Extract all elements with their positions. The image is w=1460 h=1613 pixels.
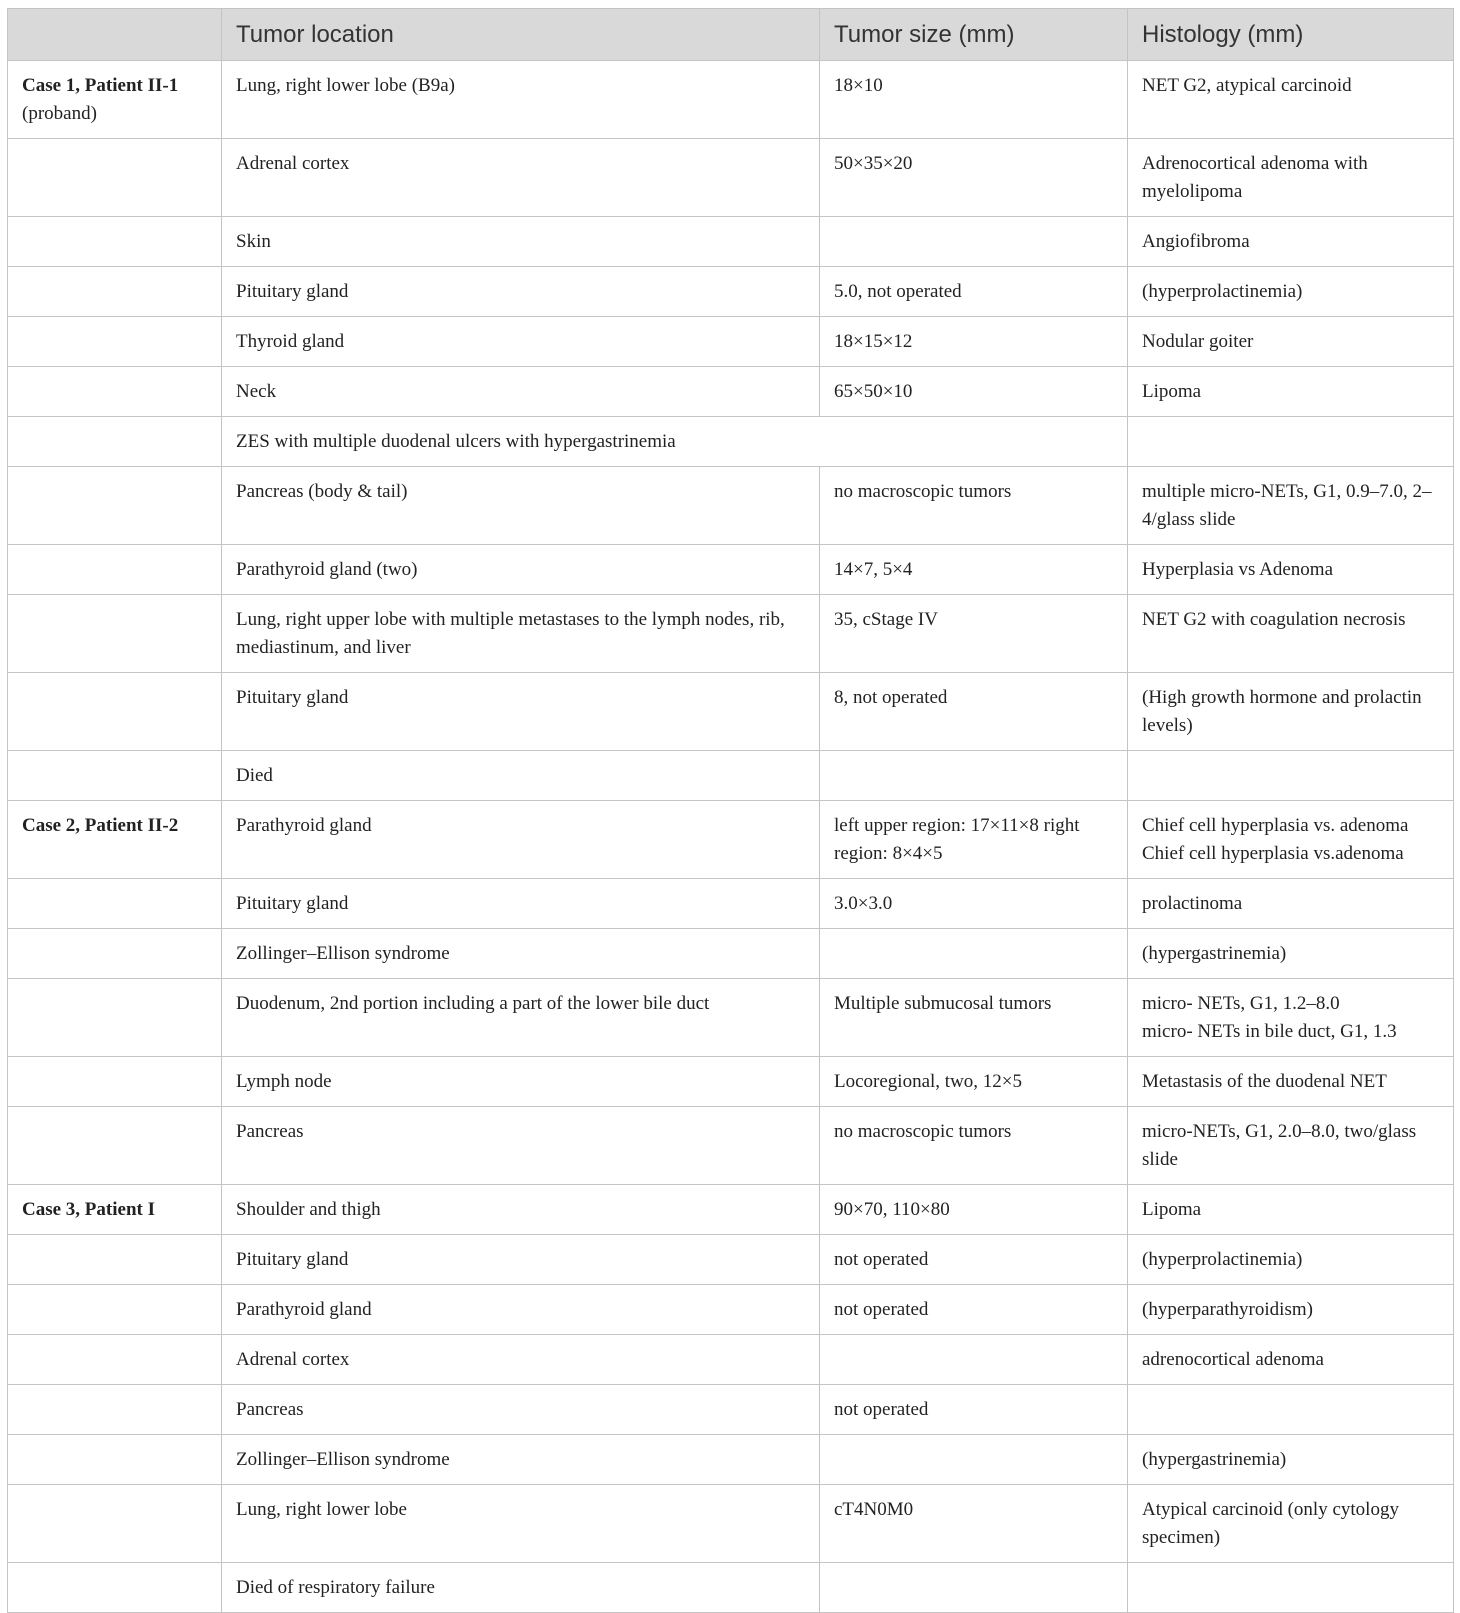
histology-cell: micro- NETs, G1, 1.2–8.0 micro- NETs in bile duct, G1, 1.3: [1128, 979, 1454, 1057]
tumor-size-cell: 35, cStage IV: [820, 595, 1128, 673]
case-cell: [8, 879, 222, 929]
case-cell: [8, 1107, 222, 1185]
table-row: [8, 1185, 1454, 1235]
tumor-size-cell: Multiple submucosal tumors: [820, 979, 1128, 1057]
tumor-size-cell: 18×15×12: [820, 317, 1128, 367]
case-cell: [8, 367, 222, 417]
table-row: [8, 1285, 1454, 1335]
histology-cell: Adrenocortical adenoma with myelolipoma: [1128, 139, 1454, 217]
table-row: [8, 1435, 1454, 1485]
table-row: [8, 317, 1454, 367]
case-cell: [8, 1385, 222, 1435]
case-note: (proband): [22, 103, 97, 124]
tumor-size-cell: 3.0×3.0: [820, 879, 1128, 929]
tumor-size-cell: [820, 929, 1128, 979]
histology-cell: [1128, 1385, 1454, 1435]
table-row: [8, 879, 1454, 929]
case-cell: [8, 1185, 222, 1235]
case-label: Case 3, Patient I: [22, 1199, 155, 1220]
tumor-location-cell: Lymph node: [222, 1057, 820, 1107]
histology-cell: (High growth hormone and prolactin levels): [1128, 673, 1454, 751]
tumor-size-cell: 50×35×20: [820, 139, 1128, 217]
tumor-size-cell: [820, 751, 1128, 801]
table-row: [8, 545, 1454, 595]
tumor-size-cell: [820, 1563, 1128, 1613]
tumor-location-cell: Pancreas: [222, 1385, 820, 1435]
tumor-size-cell: 5.0, not operated: [820, 267, 1128, 317]
histology-cell: micro-NETs, G1, 2.0–8.0, two/glass slide: [1128, 1107, 1454, 1185]
histology-cell: [1128, 417, 1454, 467]
case-cell: [8, 467, 222, 545]
case-cell: [8, 1563, 222, 1613]
tumor-location-cell: Pituitary gland: [222, 673, 820, 751]
tumor-size-cell: left upper region: 17×11×8 right region: 8×4×5: [820, 801, 1128, 879]
tumor-size-cell: 14×7, 5×4: [820, 545, 1128, 595]
histology-cell: adrenocortical adenoma: [1128, 1335, 1454, 1385]
case-cell: [8, 545, 222, 595]
tumor-size-cell: [820, 217, 1128, 267]
tumor-size-cell: 18×10: [820, 61, 1128, 139]
case-cell: [8, 1485, 222, 1563]
case-cell: [8, 267, 222, 317]
histology-cell: (hyperprolactinemia): [1128, 267, 1454, 317]
case-cell: [8, 317, 222, 367]
histology-cell: Nodular goiter: [1128, 317, 1454, 367]
histology-cell: Lipoma: [1128, 1185, 1454, 1235]
histology-cell: prolactinoma: [1128, 879, 1454, 929]
tumor-size-cell: no macroscopic tumors: [820, 1107, 1128, 1185]
tumor-size-cell: cT4N0M0: [820, 1485, 1128, 1563]
case-cell: [8, 751, 222, 801]
histology-cell: Lipoma: [1128, 367, 1454, 417]
header-histology: Histology (mm): [1128, 9, 1454, 61]
case-label: Case 1, Patient II-1: [22, 75, 179, 96]
case-cell: [8, 1235, 222, 1285]
histology-cell: (hyperprolactinemia): [1128, 1235, 1454, 1285]
table-row: [8, 1235, 1454, 1285]
case-cell: [8, 61, 222, 139]
tumor-location-cell: Pituitary gland: [222, 267, 820, 317]
histology-cell: Angiofibroma: [1128, 217, 1454, 267]
case-cell: [8, 673, 222, 751]
case-cell: [8, 929, 222, 979]
tumor-size-cell: not operated: [820, 1385, 1128, 1435]
case-cell: [8, 595, 222, 673]
histology-cell: Atypical carcinoid (only cytology specimen): [1128, 1485, 1454, 1563]
table-row: [8, 467, 1454, 545]
tumor-location-cell: Neck: [222, 367, 820, 417]
header-tumor-location: Tumor location: [222, 9, 820, 61]
tumor-size-cell: no macroscopic tumors: [820, 467, 1128, 545]
tumor-size-cell: [820, 1335, 1128, 1385]
tumor-location-cell: Thyroid gland: [222, 317, 820, 367]
tumor-size-cell: 8, not operated: [820, 673, 1128, 751]
case-cell: [8, 1057, 222, 1107]
histology-cell: [1128, 751, 1454, 801]
tumor-location-cell: Parathyroid gland: [222, 801, 820, 879]
table-row: [8, 1057, 1454, 1107]
table-row: [8, 61, 1454, 139]
tumor-location-cell: Lung, right lower lobe: [222, 1485, 820, 1563]
tumor-table: [7, 8, 1454, 1613]
tumor-location-cell: Died of respiratory failure: [222, 1563, 820, 1613]
table-row: [8, 979, 1454, 1057]
tumor-size-cell: not operated: [820, 1235, 1128, 1285]
table-container: [7, 8, 1453, 1613]
histology-cell: multiple micro-NETs, G1, 0.9–7.0, 2–4/glass slide: [1128, 467, 1454, 545]
case-cell: [8, 1335, 222, 1385]
header-tumor-size: Tumor size (mm): [820, 9, 1128, 61]
table-body: [8, 61, 1454, 1613]
case-cell: [8, 979, 222, 1057]
histology-cell: NET G2, atypical carcinoid: [1128, 61, 1454, 139]
case-cell: [8, 217, 222, 267]
tumor-location-cell: Skin: [222, 217, 820, 267]
case-cell: [8, 139, 222, 217]
table-row: [8, 929, 1454, 979]
tumor-location-cell: Adrenal cortex: [222, 1335, 820, 1385]
tumor-size-cell: Locoregional, two, 12×5: [820, 1057, 1128, 1107]
histology-cell: Hyperplasia vs Adenoma: [1128, 545, 1454, 595]
tumor-size-cell: 65×50×10: [820, 367, 1128, 417]
tumor-location-cell: Zollinger–Ellison syndrome: [222, 929, 820, 979]
case-label: Case 2, Patient II-2: [22, 815, 179, 836]
table-row: [8, 1563, 1454, 1613]
case-cell: [8, 417, 222, 467]
histology-cell: NET G2 with coagulation necrosis: [1128, 595, 1454, 673]
table-row: [8, 217, 1454, 267]
table-row: [8, 417, 1454, 467]
table-row: [8, 1107, 1454, 1185]
histology-cell: (hypergastrinemia): [1128, 929, 1454, 979]
tumor-location-cell: Lung, right lower lobe (B9a): [222, 61, 820, 139]
histology-cell: Chief cell hyperplasia vs. adenoma Chief cell hyperplasia vs.adenoma: [1128, 801, 1454, 879]
header-row: [8, 9, 1454, 61]
table-row: [8, 139, 1454, 217]
tumor-location-cell: Duodenum, 2nd portion including a part of the lower bile duct: [222, 979, 820, 1057]
table-row: [8, 751, 1454, 801]
tumor-size-cell: [820, 1435, 1128, 1485]
tumor-location-cell: ZES with multiple duodenal ulcers with hypergastrinemia: [222, 417, 1128, 467]
tumor-location-cell: Pituitary gland: [222, 879, 820, 929]
case-cell: [8, 1285, 222, 1335]
table-row: [8, 367, 1454, 417]
tumor-location-cell: Parathyroid gland: [222, 1285, 820, 1335]
case-cell: [8, 801, 222, 879]
tumor-location-cell: Adrenal cortex: [222, 139, 820, 217]
tumor-location-cell: Died: [222, 751, 820, 801]
table-row: [8, 267, 1454, 317]
table-row: [8, 1385, 1454, 1435]
table-row: [8, 595, 1454, 673]
header-case: [8, 9, 222, 61]
tumor-location-cell: Zollinger–Ellison syndrome: [222, 1435, 820, 1485]
tumor-size-cell: not operated: [820, 1285, 1128, 1335]
case-cell: [8, 1435, 222, 1485]
tumor-location-cell: Pancreas (body & tail): [222, 467, 820, 545]
tumor-location-cell: Shoulder and thigh: [222, 1185, 820, 1235]
table-row: [8, 801, 1454, 879]
table-row: [8, 1335, 1454, 1385]
histology-cell: (hyperparathyroidism): [1128, 1285, 1454, 1335]
tumor-size-cell: 90×70, 110×80: [820, 1185, 1128, 1235]
histology-cell: Metastasis of the duodenal NET: [1128, 1057, 1454, 1107]
tumor-location-cell: Lung, right upper lobe with multiple metastases to the lymph nodes, rib, mediastinum, and liver: [222, 595, 820, 673]
tumor-location-cell: Pancreas: [222, 1107, 820, 1185]
tumor-location-cell: Parathyroid gland (two): [222, 545, 820, 595]
table-row: [8, 1485, 1454, 1563]
tumor-location-cell: Pituitary gland: [222, 1235, 820, 1285]
histology-cell: (hypergastrinemia): [1128, 1435, 1454, 1485]
histology-cell: [1128, 1563, 1454, 1613]
table-row: [8, 673, 1454, 751]
